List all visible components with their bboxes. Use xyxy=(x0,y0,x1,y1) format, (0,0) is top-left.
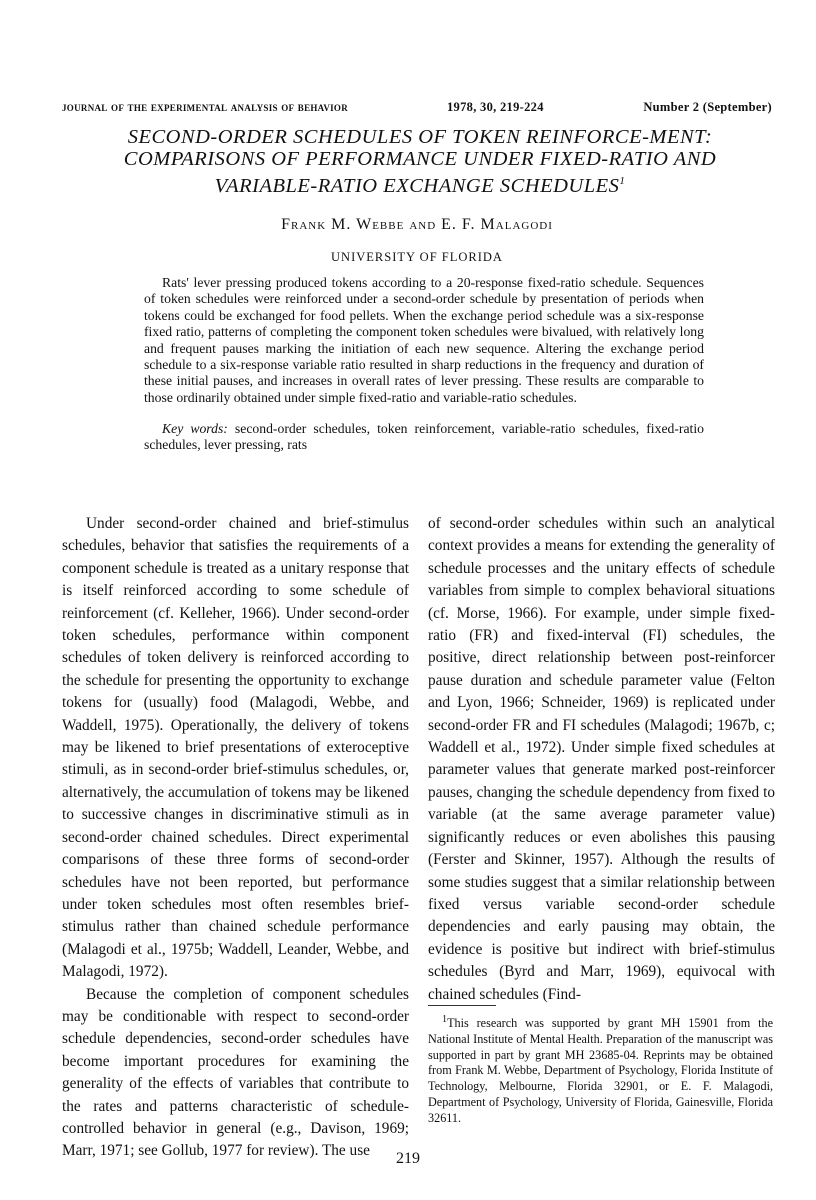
volume-info: 1978, 30, 219-224 xyxy=(447,100,544,114)
title-footnote-marker: 1 xyxy=(619,175,626,187)
footnote-marker: 1 xyxy=(442,1014,448,1025)
keywords-text: second-order schedules, token reinforcement, variable-ratio schedules, fixed-ratio schedules, lever pressing, rats xyxy=(144,421,705,453)
article-title-text: SECOND-ORDER SCHEDULES OF TOKEN REINFORCE-MENT: COMPARISONS OF PERFORMANCE UNDER FIXED-RATIO AND VARIABLE-RATIO EXCHANGE SCHEDULES xyxy=(123,126,717,197)
journal-name: journal of the experimental analysis of behavior xyxy=(62,100,349,114)
footnote-rule xyxy=(428,1005,496,1006)
footnote xyxy=(428,1012,773,1127)
left-column xyxy=(62,513,409,1163)
affiliation: UNIVERSITY OF FLORIDA xyxy=(331,250,503,264)
keywords xyxy=(144,421,704,454)
article-title xyxy=(120,126,720,197)
issue-info: Number 2 (September) xyxy=(643,100,772,114)
authors: Frank M. Webbe and E. F. Malagodi xyxy=(281,216,553,233)
footnote-text: This research was supported by grant MH 15901 from the National Institute of Mental Health. Preparation of the manuscript was supported in part by grant MH 23685-04. Reprints may be obtained from Frank M. Webbe, Department of Psychology, Florida Institute of Technology, Melbourne, Florida 32901, or E. F. Malagodi, Department of Psychology, University of Florida, Gainesville, Florida 32611. xyxy=(428,1016,773,1125)
page-number: 219 xyxy=(396,1150,420,1167)
body-paragraph: Because the completion of component schedules may be conditionable with respect to second-order schedule dependencies, second-order schedules have become important procedures for examining the generality of the effects of variables that contribute to the rates and patterns characteristic of schedule-controlled behavior in general (e.g., Davison, 1969; Marr, 1971; see Gollub, 1977 for review). The use xyxy=(62,985,409,1160)
keywords-label: Key words: xyxy=(162,421,228,436)
abstract: Rats' lever pressing produced tokens according to a 20-response fixed-ratio schedule. Sequences of token schedules were reinforced under a second-order schedule by presentation of periods when tokens could be exchanged for food pellets. When the exchange period schedule was a six-response fixed ratio, patterns of completing the component token schedules were bivalued, with relatively long and frequent pauses marking the initiation of each new sequence. Altering the exchange period schedule to a six-response variable ratio resulted in sharp reductions in the frequency and duration of these initial pauses, and increases in overall rates of lever pressing. These results are comparable to those ordinarily obtained under simple fixed-ratio and variable-ratio schedules. xyxy=(144,275,704,405)
right-column xyxy=(428,513,775,1006)
body-paragraph: Under second-order chained and brief-stimulus schedules, behavior that satisfies the requirements of a component schedule is treated as a unitary response that is itself reinforced according to some schedule of reinforcement (cf. Kelleher, 1966). Under second-order token schedules, performance within component schedules of token delivery is reinforced according to the schedule for presenting the opportunity to exchange tokens for (usually) food (Malagodi, Webbe, and Waddell, 1975). Operationally, the delivery of tokens may be likened to brief presentations of exteroceptive stimuli, as in second-order brief-stimulus schedules, or, alternatively, the accumulation of tokens may be likened to successive changes in discriminative stimuli as in second-order chained schedules. Direct experimental comparisons of these three forms of second-order schedules have not been reported, but performance under token schedules most often resembles brief-stimulus rather than chained schedule performance (Malagodi et al., 1975b; Waddell, Leander, Webbe, and Malagodi, 1972). xyxy=(62,515,409,981)
body-paragraph: of second-order schedules within such an analytical context provides a means for extending the generality of schedule processes and the unitary effects of schedule variables from simple to complex behavioral situations (cf. Morse, 1966). For example, under simple fixed-ratio (FR) and fixed-interval (FI) schedules, the positive, direct relationship between post-reinforcer pause duration and schedule parameter value (Felton and Lyon, 1966; Schneider, 1969) is replicated under second-order FR and FI schedules (Malagodi; 1967b, c; Waddell et al., 1972). Under simple fixed schedules at parameter values that generate marked post-reinforcer pauses, changing the schedule dependency from fixed to variable (at the same average parameter value) significantly reduces or even abolishes this pausing (Ferster and Skinner, 1957). Although the results of some studies suggest that a similar relationship between fixed versus variable second-order schedule dependencies and early pausing may obtain, the evidence is positive but indirect with brief-stimulus schedules (Byrd and Marr, 1969), equivocal with chained schedules (Find- xyxy=(428,515,775,1003)
